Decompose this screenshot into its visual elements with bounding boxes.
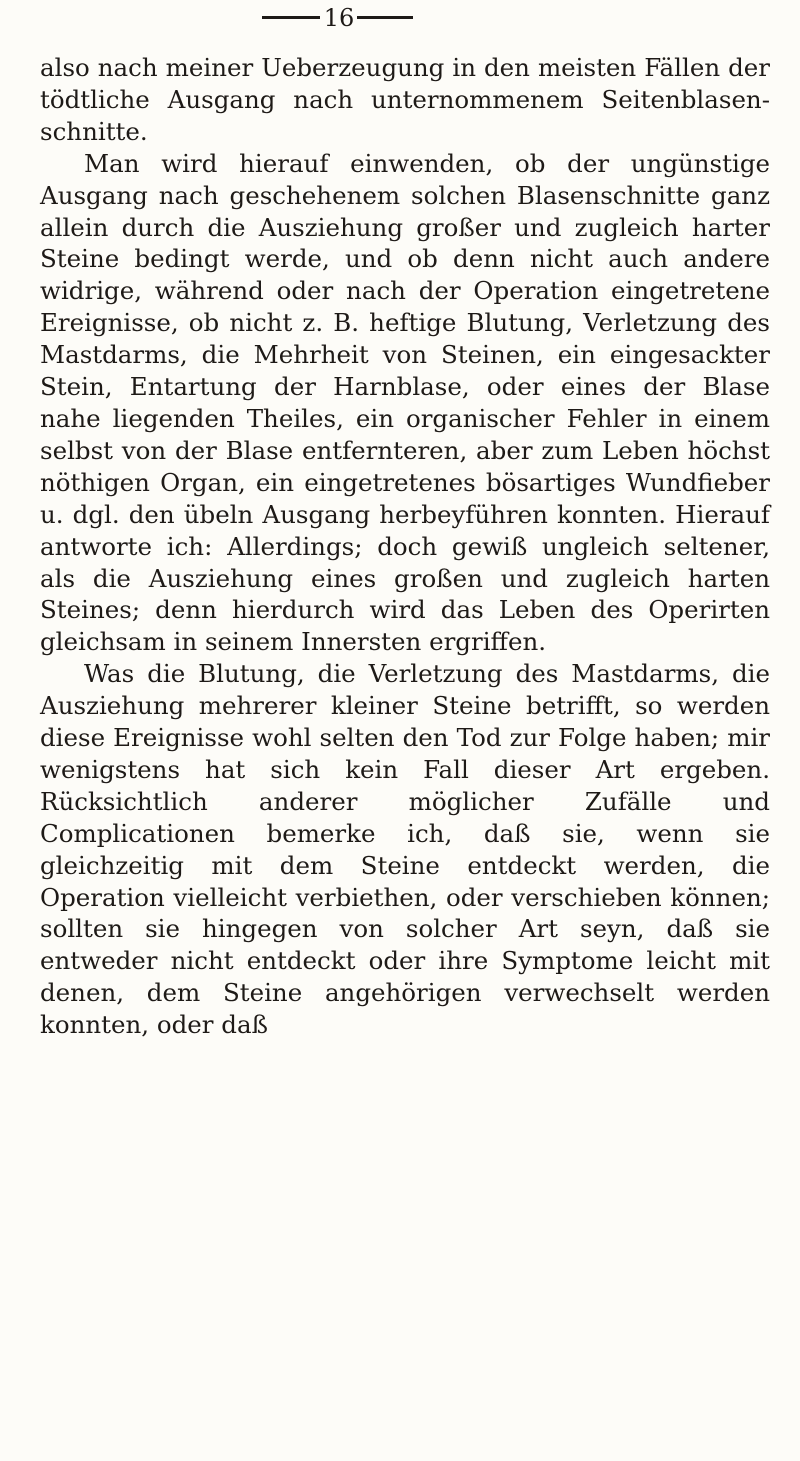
page-header (0, 2, 800, 42)
paragraph-complications: Was die Blutung, die Verletzung des Mastdarms, die Ausziehung mehrerer kleiner Steine betrifft, so werden diese Ereignisse wohl selten den Tod zur Folge haben; mir wenigstens hat sich kein Fall dieser Art ergeben. Rücksichtlich anderer möglicher Zufälle und Complicationen bemerke ich, daß sie, wenn sie gleichzeitig mit dem Steine entdeckt werden, die Operation vielleicht verbiethen, oder verschieben können; sollten sie hingegen von solcher Art seyn, daß sie entweder nicht entdeckt oder ihre Symptome leicht mit denen, dem Steine angehörigen verwechselt werden konnten, oder daß (40, 659, 770, 1040)
page-number: 16 (323, 4, 355, 32)
paragraph-continuation: also nach meiner Ueberzeugung in den meisten Fällen der tödtliche Ausgang nach unternommenem Seitenblasen-schnitte. (40, 53, 770, 146)
paragraph-objection: Man wird hierauf einwenden, ob der ungünstige Ausgang nach geschehenem solchen Blasenschnitte ganz allein durch die Ausziehung großer und zugleich harter Steine bedingt werde, und ob denn nicht auch andere widrige, während oder nach der Operation eingetretene Ereignisse, ob nicht z. B. heftige Blutung, Verletzung des Mastdarms, die Mehrheit von Steinen, ein eingesackter Stein, Entartung der Harnblase, oder eines der Blase nahe liegenden Theiles, ein organischer Fehler in einem selbst von der Blase entfernteren, aber zum Leben höchst nöthigen Organ, ein eingetretenes bösartiges Wundfieber u. dgl. den übeln Ausgang herbeyführen konnten. Hierauf antworte ich: Allerdings; doch gewiß ungleich seltener, als die Ausziehung eines großen und zugleich harten Steines; denn hierdurch wird das Leben des Operirten gleichsam in seinem Innersten ergriffen. (40, 148, 770, 657)
header-rule-left (262, 16, 320, 19)
header-rule-right (357, 16, 413, 19)
body-text (40, 52, 770, 1041)
